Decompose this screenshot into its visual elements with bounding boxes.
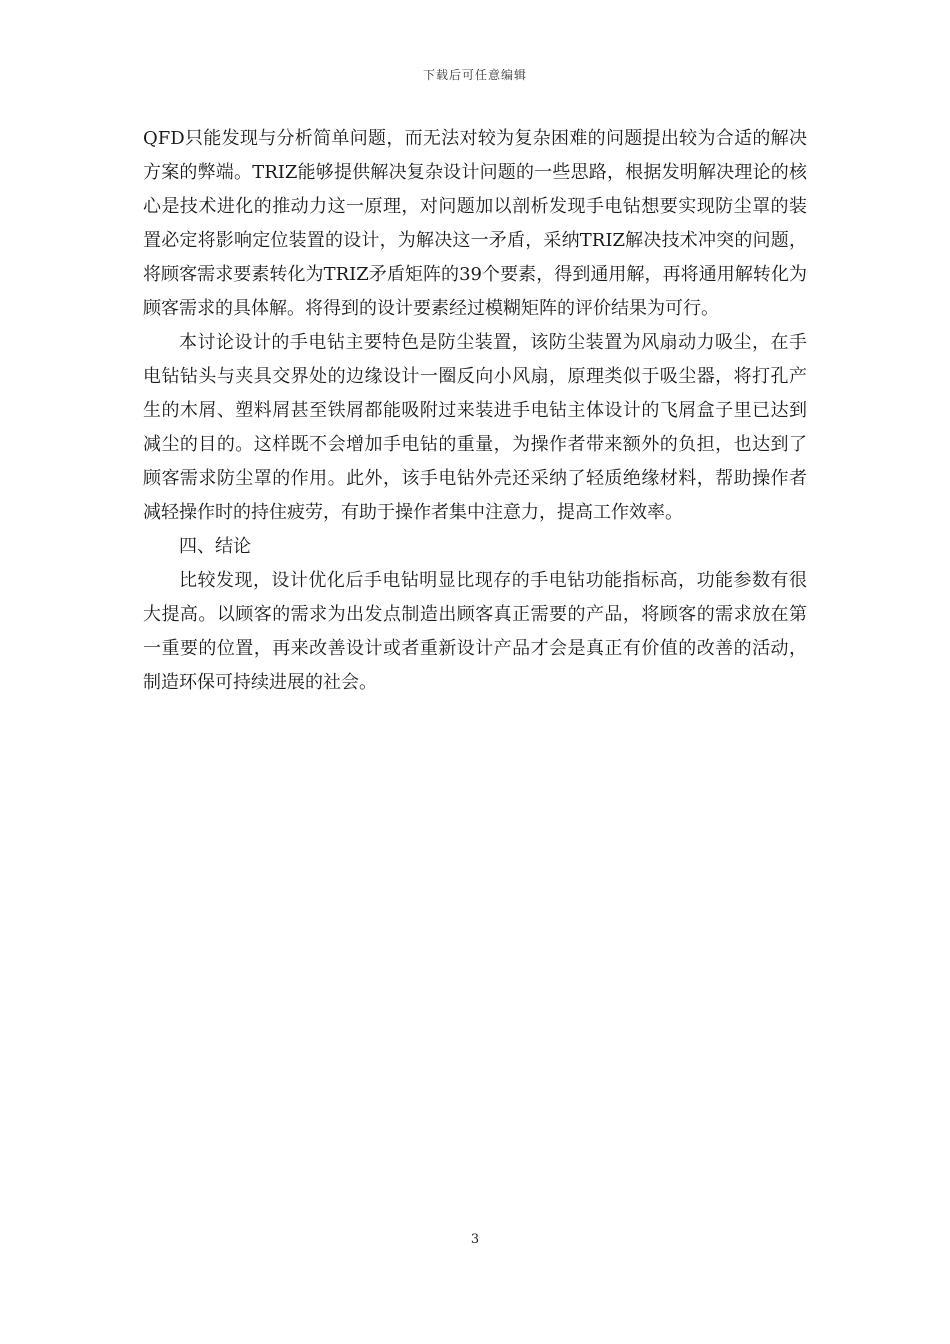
page-header-note: 下载后可任意编辑 [422,68,527,82]
section-heading-conclusion: 四、结论 [179,536,251,557]
paragraph-dust-device: 本讨论设计的手电钻主要特色是防尘装置，该防尘装置为风扇动力吸尘，在手电钻钻头与夹具交界处的边缘设计一圈反向小风扇，原理类似于吸尘器，将打孔产生的木屑、塑料屑甚至铁屑都能吸附过来装进手电钻主体设计的飞屑盒子里已达到减尘的目的。这样既不会增加手电钻的重量，为操作者带来额外的负担，也达到了顾客需求防尘罩的作用。此外，该手电钻外壳还采纳了轻质绝缘材料，帮助操作者减轻操作时的持住疲劳，有助于操作者集中注意力，提高工作效率。 [143,332,807,523]
paragraph-triz-method: QFD只能发现与分析简单问题，而无法对较为复杂困难的问题提出较为合适的解决方案的弊端。TRIZ能够提供解决复杂设计问题的一些思路，根据发明解决理论的核心是技术进化的推动力这一原理，对问题加以剖析发现手电钻想要实现防尘罩的装置必定将影响定位装置的设计，为解决这一矛盾，采纳TRIZ解决技术冲突的问题，将顾客需求要素转化为TRIZ矛盾矩阵的39个要素，得到通用解，再将通用解转化为顾客需求的具体解。将得到的设计要素经过模糊矩阵的评价结果为可行。 [143,128,807,319]
document-body [143,122,807,700]
page-number: 3 [470,1232,480,1247]
paragraph-conclusion: 比较发现，设计优化后手电钻明显比现存的手电钻功能指标高，功能参数有很大提高。以顾客的需求为出发点制造出顾客真正需要的产品，将顾客的需求放在第一重要的位置，再来改善设计或者重新设计产品才会是真正有价值的改善的活动，制造环保可持续进展的社会。 [143,570,807,693]
